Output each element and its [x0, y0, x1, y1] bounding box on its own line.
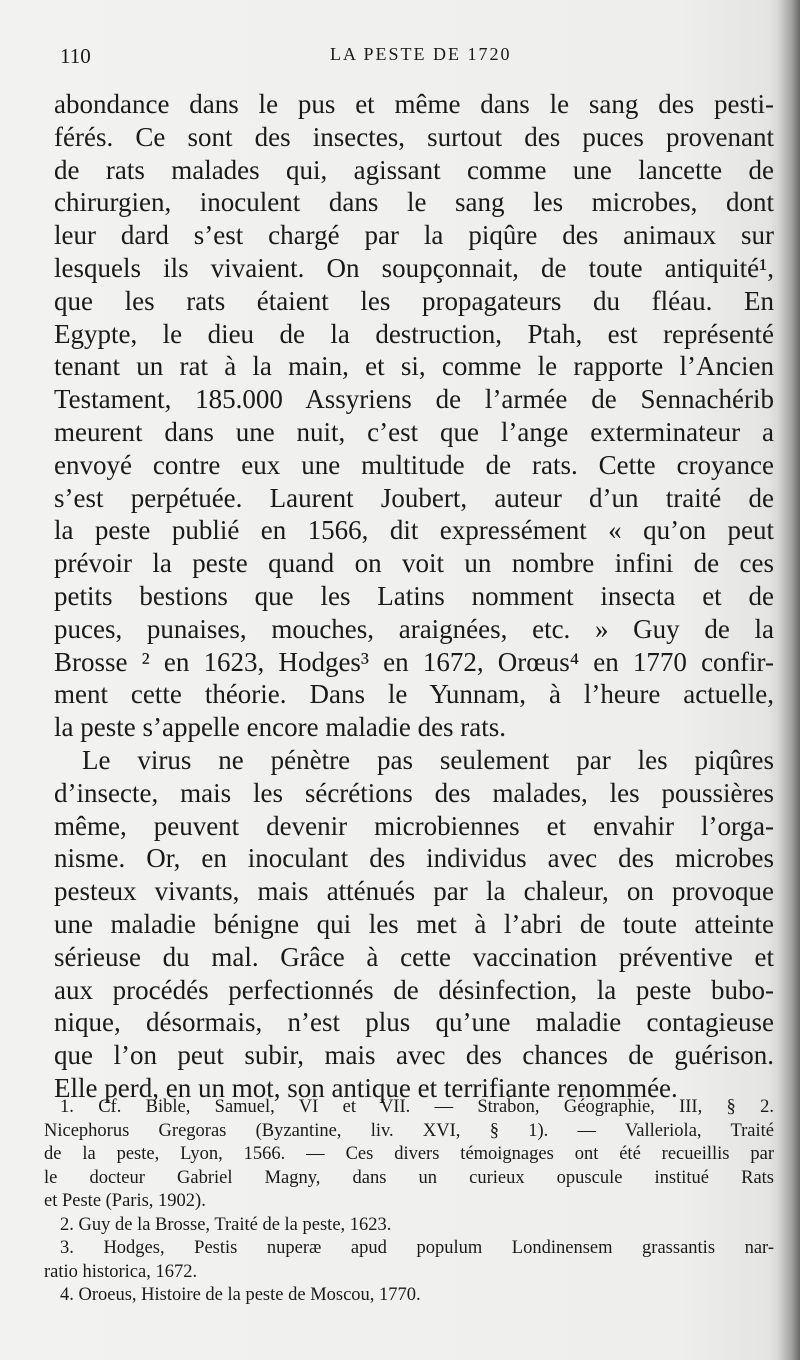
footnote-line: de la peste, Lyon, 1566. — Ces divers témoignages ont été recueillis par	[44, 1144, 774, 1164]
text-line: férés. Ce sont des insectes, surtout des puces provenant	[54, 121, 774, 152]
text-line: que l’on peut subir, mais avec des chances de guérison.	[54, 1040, 774, 1071]
text-line: chirurgien, inoculent dans le sang les microbes, dont	[54, 187, 774, 218]
text-line: meurent dans une nuit, c’est que l’ange exterminateur a	[54, 416, 774, 447]
footnote-line: le docteur Gabriel Magny, dans un curieux opuscule institué Rats	[44, 1167, 774, 1188]
text-line: Brosse ² en 1623, Hodges³ en 1672, Orœus⁴ en 1770 confir-	[54, 646, 774, 677]
text-line: abondance dans le pus et même dans le sang des pesti-	[54, 89, 774, 119]
text-line: petits bestions que les Latins nomment insecta et de	[54, 580, 774, 611]
text-line: Testament, 185.000 Assyriens de l’armée de Sennachérib	[54, 384, 774, 415]
text-line: d’insecte, mais les sécrétions des malades, les poussières	[54, 777, 774, 808]
footnotes	[44, 1096, 774, 1308]
paragraph-start-line: Le virus ne pénètre pas seulement par les piqûres	[82, 744, 774, 775]
footnote-3: 3. Hodges, Pestis nuperæ apud populum Londinensem grassantis nar-	[60, 1238, 774, 1258]
text-line: de rats malades qui, agissant comme une lancette de	[54, 154, 774, 185]
page-edge-shadow	[778, 0, 800, 1360]
text-line: aux procédés perfectionnés de désinfection, la peste bubo-	[54, 974, 774, 1005]
text-line: sérieuse du mal. Grâce à cette vaccination préventive et	[54, 941, 774, 972]
footnote-4: 4. Oroeus, Histoire de la peste de Moscou, 1770.	[60, 1285, 421, 1305]
footnote-1: 1. Cf. Bible, Samuel, VI et VII. — Strabon, Géographie, III, § 2.	[60, 1097, 774, 1117]
text-line: lesquels ils vivaient. On soupçonnait, de toute antiquité¹,	[54, 252, 774, 283]
text-line: s’est perpétuée. Laurent Joubert, auteur d’un traité de	[54, 482, 774, 513]
paragraph-end-line: la peste s’appelle encore maladie des rats.	[54, 712, 507, 743]
text-line: nique, désormais, n’est plus qu’une maladie contagieuse	[54, 1007, 774, 1038]
footnote-2: 2. Guy de la Brosse, Traité de la peste, 1623.	[60, 1214, 392, 1235]
text-line: que les rats étaient les propagateurs du fléau. En	[54, 285, 774, 316]
text-line: la peste publié en 1566, dit expressément « qu’on peut	[54, 515, 774, 546]
text-line: Egypte, le dieu de la destruction, Ptah, est représenté	[54, 318, 774, 349]
text-line: puces, punaises, mouches, araignées, etc. » Guy de la	[54, 613, 774, 644]
footnote-line: et Peste (Paris, 1902).	[44, 1191, 206, 1211]
text-line: nisme. Or, en inoculant des individus avec des microbes	[54, 843, 774, 874]
text-line: une maladie bénigne qui les met à l’abri de toute atteinte	[54, 908, 774, 939]
footnote-line: Nicephorus Gregoras (Byzantine, liv. XVI, § 1). — Valleriola, Traité	[44, 1120, 774, 1141]
page-header	[60, 44, 772, 74]
paragraph-end-line: Elle perd, en un mot, son antique et terrifiante renommée.	[54, 1072, 678, 1103]
footnote-line: ratio historica, 1672.	[44, 1261, 198, 1282]
text-line: leur dard s’est chargé par la piqûre des animaux sur	[54, 220, 774, 251]
text-line: pesteux vivants, mais atténués par la chaleur, on provoque	[54, 876, 774, 907]
text-line: même, peuvent devenir microbiennes et envahir l’orga-	[54, 810, 774, 841]
text-line: ment cette théorie. Dans le Yunnam, à l’heure actuelle,	[54, 679, 774, 710]
page-number: 110	[60, 44, 91, 68]
main-text	[54, 88, 774, 1105]
text-line: envoyé contre eux une multitude de rats. Cette croyance	[54, 449, 774, 480]
text-line: prévoir la peste quand on voit un nombre infini de ces	[54, 548, 774, 579]
running-title: LA PESTE DE 1720	[330, 44, 512, 64]
text-line: tenant un rat à la main, et si, comme le rapporte l’Ancien	[54, 351, 774, 382]
